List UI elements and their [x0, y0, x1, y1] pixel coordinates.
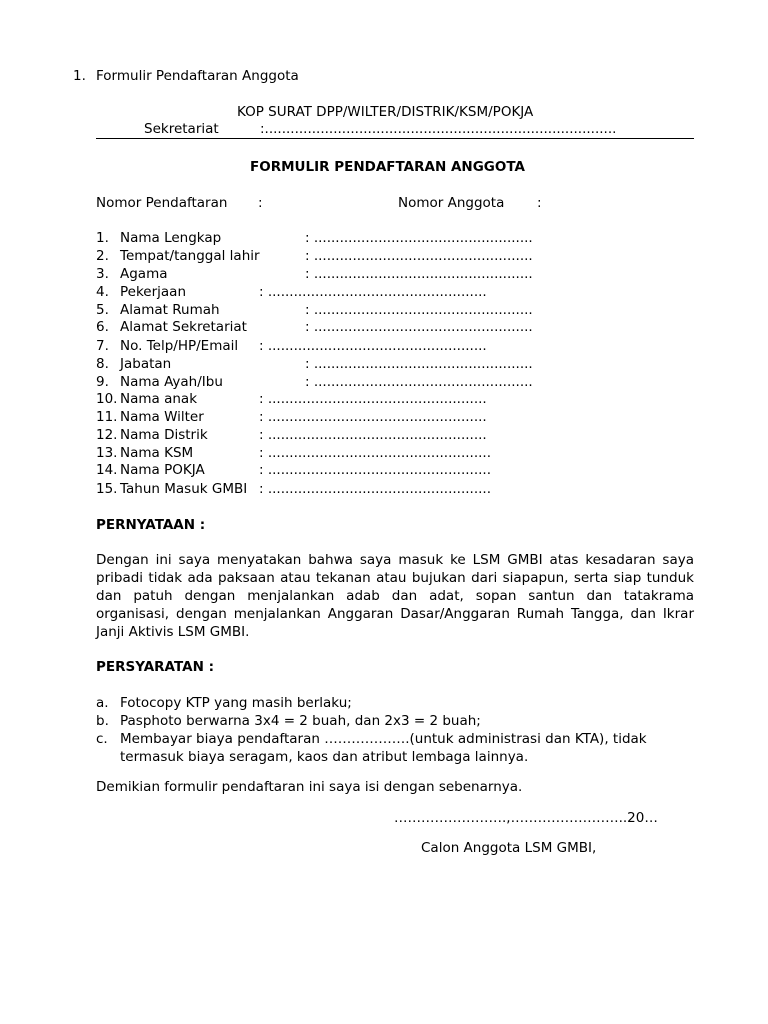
field-value: : ................................................... — [305, 248, 533, 264]
pernyataan-text: Dengan ini saya menyatakan bahwa saya masuk ke LSM GMBI atas kesadaran saya pribadi tidak ada paksaan atau tekanan atau bujukan dari siapapun, serta siap tunduk dan patuh dengan menjalankan adab dan adat, sopan santun dan tatakrama organisasi, dengan menjalankan Anggaran Dasar/Anggaran Rumah Tangga, dan Ikrar Janji Aktivis LSM GMBI. — [96, 552, 694, 640]
requirement-letter: c. — [96, 731, 108, 747]
field-number: 6. — [96, 319, 109, 335]
field-number: 10. — [96, 391, 118, 407]
requirement-text: Fotocopy KTP yang masih berlaku; — [120, 695, 352, 711]
field-value: : ................................................... — [305, 266, 533, 282]
field-number: 9. — [96, 374, 109, 390]
field-label: Agama — [120, 266, 168, 282]
field-value: : .................................................... — [259, 462, 491, 478]
field-label: Jabatan — [120, 356, 172, 372]
heading-title: Formulir Pendaftaran Anggota — [96, 68, 299, 84]
field-label: Tahun Masuk GMBI — [120, 481, 248, 497]
field-value: : ................................................... — [305, 319, 533, 335]
persyaratan-title: PERSYARATAN : — [96, 659, 214, 675]
field-label: Alamat Rumah — [120, 302, 220, 318]
field-value: : ................................................... — [259, 338, 487, 354]
requirement-letter: a. — [96, 695, 109, 711]
field-value: : ................................................... — [259, 391, 487, 407]
field-value: : .................................................... — [259, 445, 491, 461]
pernyataan-title: PERNYATAAN : — [96, 517, 206, 533]
field-value: : ................................................... — [259, 284, 487, 300]
field-number: 5. — [96, 302, 109, 318]
requirement-letter: b. — [96, 713, 109, 729]
requirement-text-continued: termasuk biaya seragam, kaos dan atribut lembaga lainnya. — [120, 749, 529, 765]
field-value: : .................................................... — [259, 481, 491, 497]
pernyataan-body — [96, 551, 694, 641]
field-number: 2. — [96, 248, 109, 264]
header-divider — [96, 138, 694, 139]
field-number: 14. — [96, 462, 118, 478]
field-number: 4. — [96, 284, 109, 300]
field-label: Nama anak — [120, 391, 198, 407]
field-label: Tempat/tanggal lahir — [120, 248, 260, 264]
requirement-text: Pasphoto berwarna 3x4 = 2 buah, dan 2x3 = 2 buah; — [120, 713, 481, 729]
field-number: 7. — [96, 338, 109, 354]
field-label: Nama Ayah/Ibu — [120, 374, 223, 390]
nomor-pendaftaran-colon: : — [258, 195, 263, 211]
field-number: 8. — [96, 356, 109, 372]
nomor-anggota-label: Nomor Anggota — [398, 195, 505, 211]
nomor-anggota-colon: : — [537, 195, 542, 211]
closing-statement: Demikian formulir pendaftaran ini saya isi dengan sebenarnya. — [96, 779, 523, 795]
field-number: 11. — [96, 409, 118, 425]
date-line: …………………….,……………………..20… — [394, 810, 658, 826]
sekretariat-value: :.................................................................................. — [260, 121, 617, 137]
field-value: : ................................................... — [305, 374, 533, 390]
field-number: 12. — [96, 427, 118, 443]
field-value: : ................................................... — [259, 427, 487, 443]
form-title: FORMULIR PENDAFTARAN ANGGOTA — [250, 159, 525, 175]
field-label: Alamat Sekretariat — [120, 319, 247, 335]
field-label: Nama Lengkap — [120, 230, 222, 246]
field-label: Nama KSM — [120, 445, 194, 461]
signature-label: Calon Anggota LSM GMBI, — [421, 840, 597, 856]
field-value: : ................................................... — [305, 230, 533, 246]
field-number: 3. — [96, 266, 109, 282]
sekretariat-label: Sekretariat — [144, 121, 219, 137]
requirement-text: Membayar biaya pendaftaran ……………….(untuk administrasi dan KTA), tidak — [120, 731, 647, 747]
field-value: : ................................................... — [259, 409, 487, 425]
kop-title: KOP SURAT DPP/WILTER/DISTRIK/KSM/POKJA — [237, 104, 534, 120]
field-label: Nama POKJA — [120, 462, 205, 478]
field-label: Nama Distrik — [120, 427, 208, 443]
field-label: No. Telp/HP/Email — [120, 338, 239, 354]
field-label: Nama Wilter — [120, 409, 204, 425]
nomor-pendaftaran-label: Nomor Pendaftaran — [96, 195, 228, 211]
field-number: 13. — [96, 445, 118, 461]
field-value: : ................................................... — [305, 302, 533, 318]
field-value: : ................................................... — [305, 356, 533, 372]
heading-number: 1. — [73, 68, 86, 84]
field-number: 1. — [96, 230, 109, 246]
field-label: Pekerjaan — [120, 284, 187, 300]
field-number: 15. — [96, 481, 118, 497]
